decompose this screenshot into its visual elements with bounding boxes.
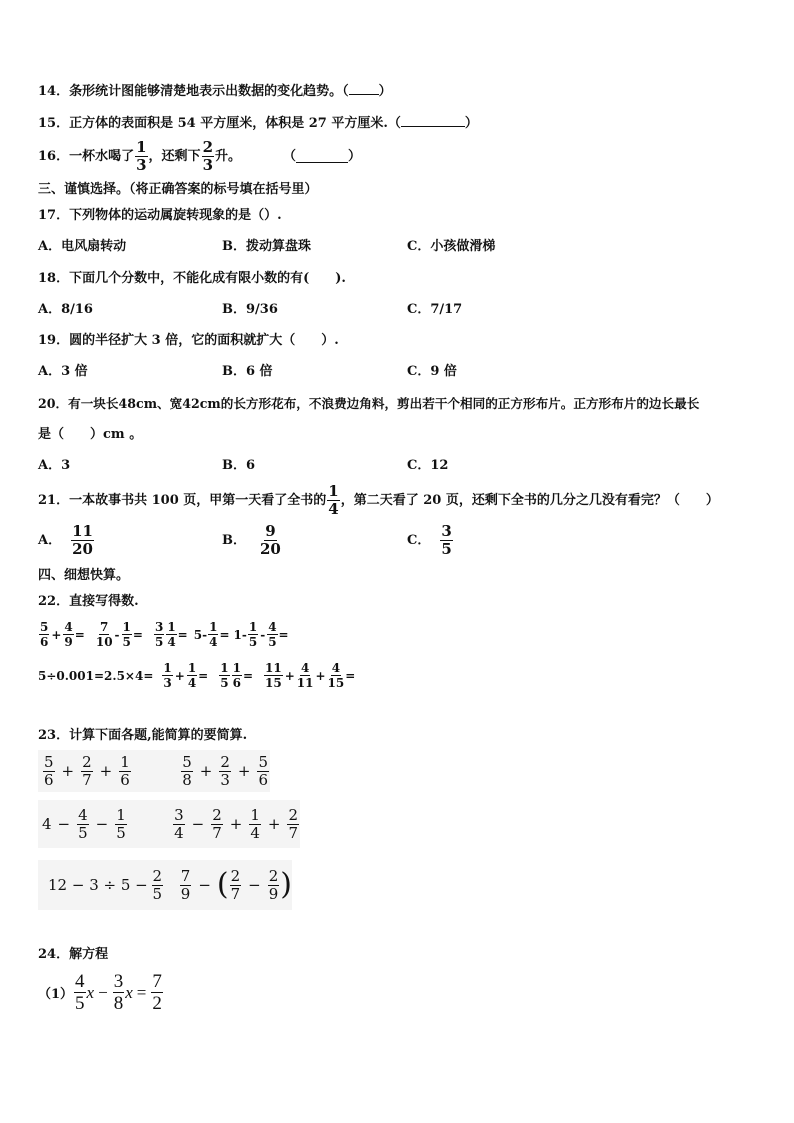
fraction: $\frac{2}{9}$ — [268, 866, 279, 903]
fraction: $\frac{2}{7}$ — [288, 805, 298, 842]
question-16: 16． 一杯水喝了 $\frac{1}{3}$ ，还剩下 $\frac{2}{3}$ 升。 （ ） — [38, 138, 362, 174]
q20-option-a[interactable]: A．3 — [38, 458, 71, 473]
fraction: $\frac{5}{6}$ — [44, 752, 54, 789]
question-20-line-1: 20．有一块长48cm、宽42cm的长方形花布，不浪费边角料，剪出若干个相同的正方形布片。正方形布片的边长最长 — [38, 396, 700, 411]
fraction: $\frac{1}{4}$ — [187, 661, 197, 690]
question-22-title: 22．直接写得数. — [38, 594, 139, 609]
q17-option-b[interactable]: B．拨动算盘珠 — [222, 239, 311, 254]
fraction: $\frac{2}{7}$ — [82, 752, 92, 789]
q19-option-a[interactable]: A．3 倍 — [38, 364, 88, 379]
q23-row-3: 12 − 3 ÷ 5 − $\frac{2}{5}$ $\frac{7}{9}$ − ( $\frac{2}{7}$ − $\frac{2}{9}$ ) — [38, 860, 292, 910]
q18-option-c[interactable]: C．7/17 — [407, 302, 463, 317]
q23-row-1: $\frac{5}{6}$ + $\frac{2}{7}$ + $\frac{1}{6}$ $\frac{5}{8}$ + $\frac{2}{3}$ + $\frac{5}{6}$ — [38, 750, 270, 792]
fraction: $\frac{2}{7}$ — [230, 866, 241, 903]
question-21: 21．一本故事书共 100 页，甲第一天看了全书的 $\frac{1}{4}$ ，第二天看了 20 页，还剩下全书的几分之几没有看完？（ ） — [38, 482, 719, 518]
fraction: $\frac{9}{20}$ — [260, 522, 281, 558]
fraction: $\frac{2}{5}$ — [152, 866, 163, 903]
fraction: $\frac{1}{4}$ — [167, 620, 176, 649]
question-15: 15．正方体的表面积是 54 平方厘米，体积是 27 平方厘米.（ ） — [38, 116, 478, 131]
fraction: $\frac{1}{3}$ — [136, 138, 147, 174]
q15-number: 15． — [38, 116, 70, 131]
fraction: $\frac{2}{3}$ — [202, 138, 213, 174]
q20-option-c[interactable]: C．12 — [407, 458, 449, 473]
fraction: $\frac{4}{5}$ — [75, 971, 85, 1014]
fraction: $\frac{1}{5}$ — [248, 620, 258, 649]
fraction: $\frac{1}{5}$ — [116, 805, 126, 842]
fraction: $\frac{4}{9}$ — [64, 620, 73, 649]
fraction: $\frac{5}{6}$ — [258, 752, 268, 789]
q20-option-b[interactable]: B．6 — [222, 458, 256, 473]
question-14: 14．条形统计图能够清楚地表示出数据的变化趋势。（ ） — [38, 84, 392, 99]
fraction: $\frac{1}{3}$ — [163, 661, 172, 690]
fraction: $\frac{11}{15}$ — [265, 661, 282, 690]
fraction: $\frac{5}{6}$ — [40, 620, 49, 649]
q18-option-a[interactable]: A．8/16 — [38, 302, 93, 317]
fraction: $\frac{1}{5}$ — [220, 661, 229, 690]
question-17: 17．下列物体的运动属旋转现象的是（）. — [38, 208, 282, 223]
q19-option-c[interactable]: C．9 倍 — [407, 364, 457, 379]
question-24-title: 24．解方程 — [38, 947, 109, 962]
fraction: $\frac{1}{4}$ — [209, 620, 218, 649]
q23-row-2: 4 − $\frac{4}{5}$ − $\frac{1}{5}$ $\frac{3}{4}$ − $\frac{2}{7}$ + $\frac{1}{4}$ + $\frac{2}{7}$ — [38, 800, 300, 848]
fraction: $\frac{3}{8}$ — [113, 971, 124, 1014]
q15-text: 正方体的表面积是 54 平方厘米，体积是 27 平方厘米.（ — [69, 116, 401, 131]
fraction: $\frac{1}{4}$ — [250, 805, 260, 842]
section-3-heading: 三、谨慎选择。（将正确答案的标号填在括号里） — [38, 182, 318, 197]
q17-option-c[interactable]: C．小孩做滑梯 — [407, 239, 496, 254]
q14-text: 条形统计图能够清楚地表示出数据的变化趋势。（ — [69, 84, 349, 99]
fraction: $\frac{4}{5}$ — [78, 805, 88, 842]
fraction: $\frac{3}{5}$ — [154, 620, 164, 649]
fraction: $\frac{1}{4}$ — [328, 482, 339, 518]
fraction: $\frac{7}{10}$ — [95, 620, 113, 649]
fraction: $\frac{2}{7}$ — [212, 805, 222, 842]
fraction: $\frac{7}{9}$ — [180, 866, 191, 903]
fraction: $\frac{1}{5}$ — [122, 620, 131, 649]
section-4-heading: 四、细想快算。 — [38, 568, 130, 583]
fraction: $\frac{1}{6}$ — [120, 752, 130, 789]
q21-option-c[interactable]: C． $\frac{3}{5}$ — [407, 522, 452, 558]
fraction: $\frac{5}{8}$ — [182, 752, 192, 789]
q17-option-a[interactable]: A．电风扇转动 — [38, 239, 127, 254]
q22-row-2: 5÷0.001= 2.5×4= $\frac{1}{3}$ + $\frac{1}{4}$ = $\frac{1}{5}$ $\frac{1}{6}$ = $\frac{11}{15}$ + $\frac{4}{11}$ + $\frac{4}{15}$ = — [38, 661, 356, 690]
q14-number: 14． — [38, 84, 70, 99]
fraction: $\frac{4}{11}$ — [296, 661, 314, 690]
question-23-title: 23．计算下面各题,能简算的要简算. — [38, 728, 248, 743]
q18-option-b[interactable]: B．9/36 — [222, 302, 278, 317]
question-20-line-2: 是（ ）cm 。 — [38, 427, 143, 442]
fraction: $\frac{4}{5}$ — [268, 620, 277, 649]
fraction: $\frac{4}{15}$ — [327, 661, 345, 690]
fraction: $\frac{3}{5}$ — [441, 522, 452, 558]
q21-option-a[interactable]: A． $\frac{11}{20}$ — [38, 522, 93, 558]
q24-equation-1: （1） $\frac{4}{5}$ x − $\frac{3}{8}$ x = $\frac{7}{2}$ — [38, 971, 162, 1014]
q16-answer-blank[interactable] — [296, 150, 348, 163]
fraction: $\frac{2}{3}$ — [220, 752, 230, 789]
question-19: 19．圆的半径扩大 3 倍，它的面积就扩大（ ）. — [38, 333, 339, 348]
q22-row-1: $\frac{5}{6}$ + $\frac{4}{9}$ = $\frac{7}{10}$ - $\frac{1}{5}$ = $\frac{3}{5}$ $\frac{1}{4}$ = 5- $\frac{1}{4}$ = 1- $\frac{1}{5}$ - $\frac{4}{5}$ = — [40, 620, 289, 649]
question-18: 18．下面几个分数中，不能化成有限小数的有( ). — [38, 271, 346, 286]
q19-option-b[interactable]: B．6 倍 — [222, 364, 273, 379]
fraction: $\frac{7}{2}$ — [152, 971, 162, 1014]
q14-answer-blank[interactable] — [349, 82, 379, 95]
q21-option-b[interactable]: B． $\frac{9}{20}$ — [222, 522, 281, 558]
q15-answer-blank[interactable] — [401, 114, 465, 127]
fraction: $\frac{1}{6}$ — [232, 661, 241, 690]
fraction: $\frac{11}{20}$ — [72, 522, 93, 558]
fraction: $\frac{3}{4}$ — [174, 805, 184, 842]
